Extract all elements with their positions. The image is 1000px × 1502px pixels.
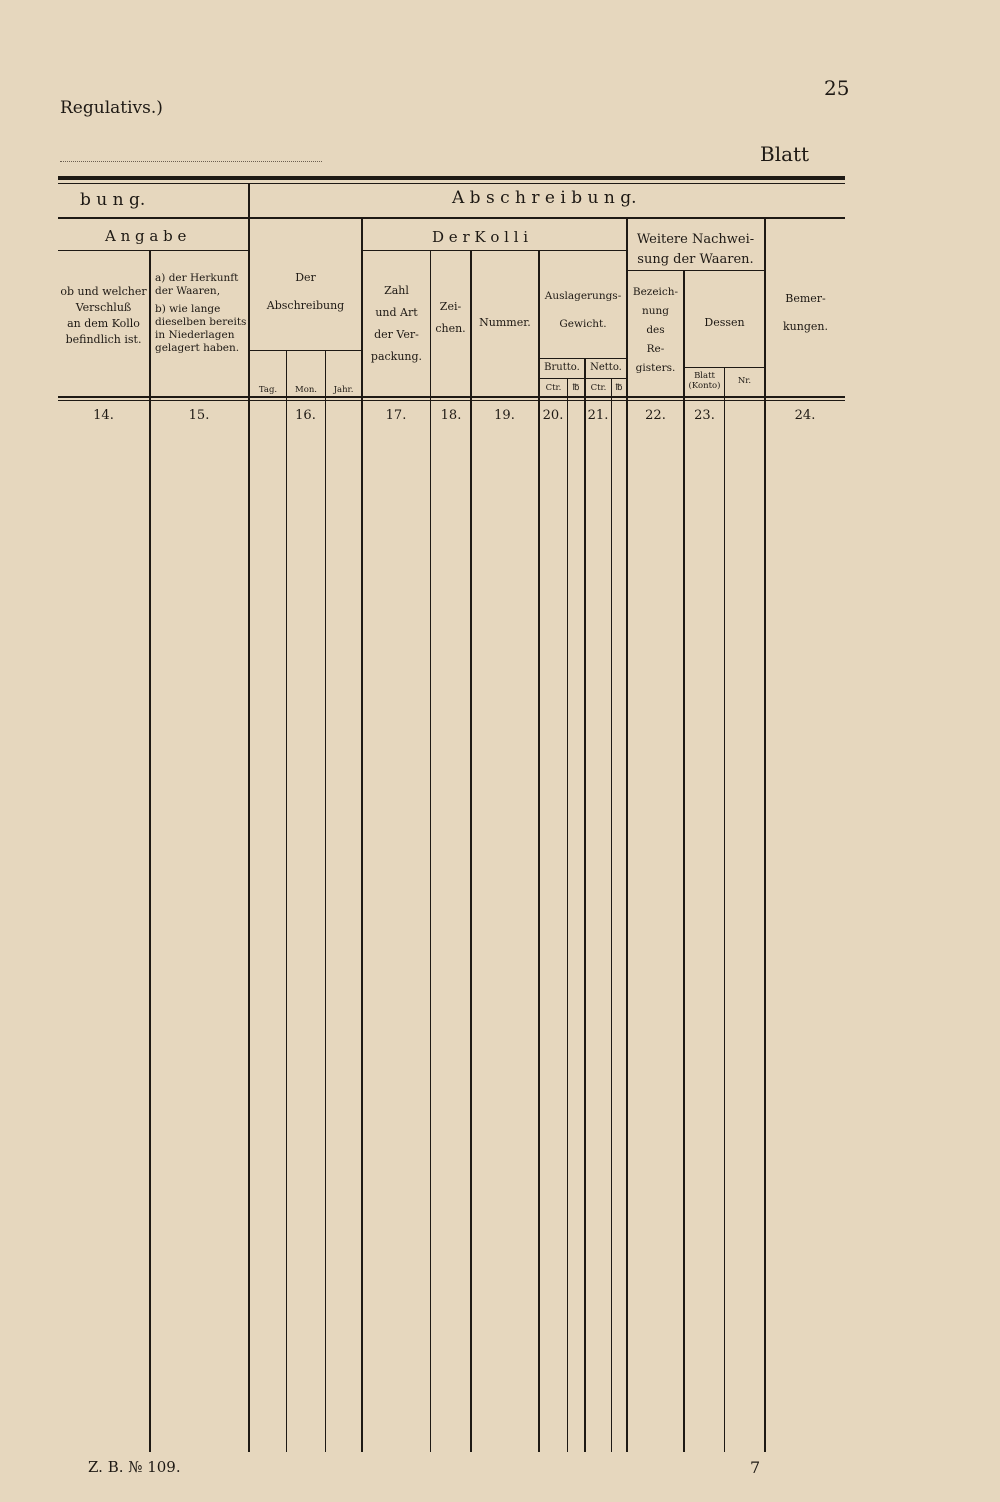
date-year-label: Jahr.	[333, 385, 354, 395]
weitere-nachweisung-label: Weitere Nachwei- sung der Waaren.	[636, 232, 755, 267]
col-line	[286, 351, 287, 1452]
column-number: 20.	[542, 408, 564, 423]
col-line	[430, 251, 431, 1452]
netto-label: Netto.	[590, 362, 622, 373]
column-number: 21.	[587, 408, 609, 423]
rule-section	[58, 217, 845, 219]
rule-units	[539, 378, 626, 379]
col-line	[361, 219, 363, 1452]
column-number: 17.	[385, 408, 407, 423]
rule-top-thick	[58, 176, 845, 180]
dotted-fill-line	[60, 161, 322, 162]
col-line	[248, 184, 250, 1452]
angabe-label: A n g a b e	[105, 227, 187, 245]
rule-top-thin	[58, 183, 845, 184]
date-day-label: Tag.	[258, 385, 278, 395]
footer-signature-mark: 7	[750, 1458, 761, 1477]
col-line	[683, 271, 685, 1452]
unit-ctr-label: Ctr.	[545, 383, 562, 393]
column-number: 16.	[295, 408, 316, 423]
der-kolli-label: D e r K o l l i	[432, 228, 529, 246]
gewicht-header: Auslagerungs- Gewicht.	[544, 290, 622, 330]
header-left-text: Regulativs.)	[60, 98, 163, 118]
col24-header: Bemer- kungen.	[783, 292, 828, 333]
nr-label: Nr.	[737, 376, 752, 386]
unit-pound-label: ℔	[572, 383, 580, 393]
col14-header: ob und welcher Verschluß an dem Kollo befindlich ist.	[60, 285, 147, 346]
col-line	[584, 359, 586, 1452]
date-month-label: Mon.	[295, 385, 317, 395]
footer-form-number: Z. B. № 109.	[88, 1458, 181, 1476]
column-number: 18.	[440, 408, 462, 423]
rule-angabe	[58, 250, 248, 251]
header-right-text: Blatt	[760, 142, 810, 166]
column-number: 14.	[93, 408, 114, 423]
col-line	[764, 219, 766, 1452]
rule-kolli	[362, 250, 626, 251]
dessen-header: Dessen	[704, 316, 745, 329]
col-line	[626, 219, 628, 1452]
brutto-label: Brutto.	[544, 362, 580, 373]
page-number: 25	[824, 76, 850, 100]
col-line	[567, 379, 568, 1452]
col-line	[724, 368, 725, 1452]
col15-header: a) der Herkunft der Waaren, b) wie lange dieselben bereits in Niederlagen gelagert haben.	[155, 272, 247, 354]
section-abschreibung-label: A b s c h r e i b u n g.	[452, 188, 637, 208]
col-line	[149, 251, 151, 1452]
col17-header: Zahl und Art der Ver- packung.	[370, 284, 423, 363]
rule-header-bottom-1	[58, 396, 845, 398]
column-number: 24.	[794, 408, 816, 423]
der-abschreibung-header: Der Abschreibung	[266, 271, 345, 312]
column-number: 19.	[494, 408, 515, 423]
section-left-label: b u n g.	[80, 190, 146, 210]
col22-header: Bezeich- nung des Re- gisters.	[632, 286, 679, 374]
col-line	[325, 351, 326, 1452]
col-line	[611, 379, 612, 1452]
column-number: 22.	[645, 408, 666, 423]
rule-weight	[539, 358, 626, 359]
col19-header: Nummer.	[479, 316, 531, 329]
unit-pound-label: ℔	[615, 383, 623, 393]
col-line	[538, 251, 540, 1452]
col18-header: Zei- chen.	[435, 300, 466, 335]
blatt-konto-label: Blatt (Konto)	[688, 371, 721, 391]
rule-header-bottom-2	[58, 400, 845, 401]
column-number: 23.	[694, 408, 715, 423]
col-line	[470, 251, 472, 1452]
rule-weitere	[627, 270, 764, 271]
unit-ctr-label: Ctr.	[590, 383, 607, 393]
column-number: 15.	[188, 408, 210, 423]
rule-date	[249, 350, 361, 351]
